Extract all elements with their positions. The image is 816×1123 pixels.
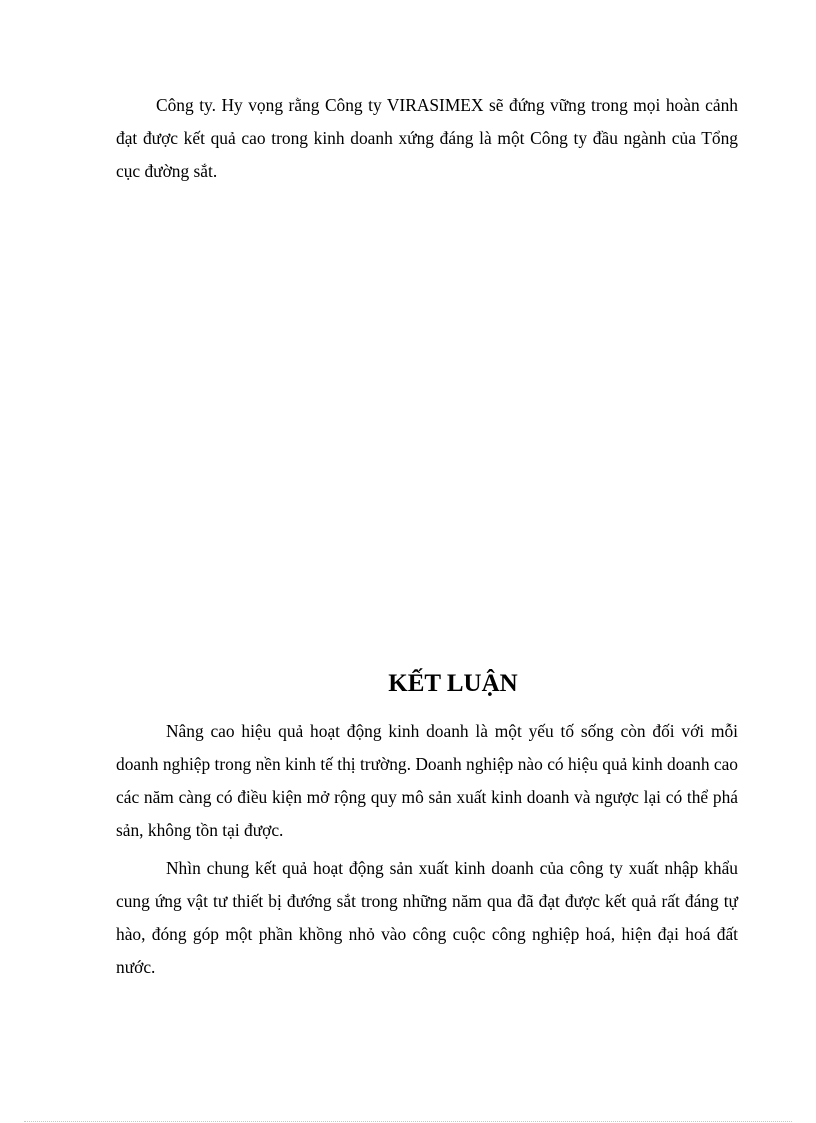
conclusion-paragraph-1: Nâng cao hiệu quả hoạt động kinh doanh là một yếu tố sống còn đối với mỗi doanh nghiệp trong nền kinh tế thị trường. Doanh nghiệp nào có hiệu quả kinh doanh cao các năm càng có điều kiện mở rộng quy mô sản xuất kinh doanh và ngược lại có thể phá sản, không tồn tại được. — [116, 721, 738, 840]
page-bottom-rule — [24, 1121, 792, 1122]
conclusion-paragraph-2: Nhìn chung kết quả hoạt động sản xuất kinh doanh của công ty xuất nhập khẩu cung ứng vật tư thiết bị đướng sắt trong những năm qua đã đạt được kết quả rất đáng tự hào, đóng góp một phần khồng nhỏ vào công cuộc công nghiệp hoá, hiện đại hoá đất nước. — [116, 858, 738, 977]
conclusion-heading: KẾT LUẬN — [388, 670, 518, 697]
continuation-paragraph: Công ty. Hy vọng rằng Công ty VIRASIMEX sẽ đứng vững trong mọi hoàn cảnh đạt được kết quả cao trong kinh doanh xứng đáng là một Công ty đầu ngành của Tổng cục đường sắt. — [116, 95, 738, 181]
